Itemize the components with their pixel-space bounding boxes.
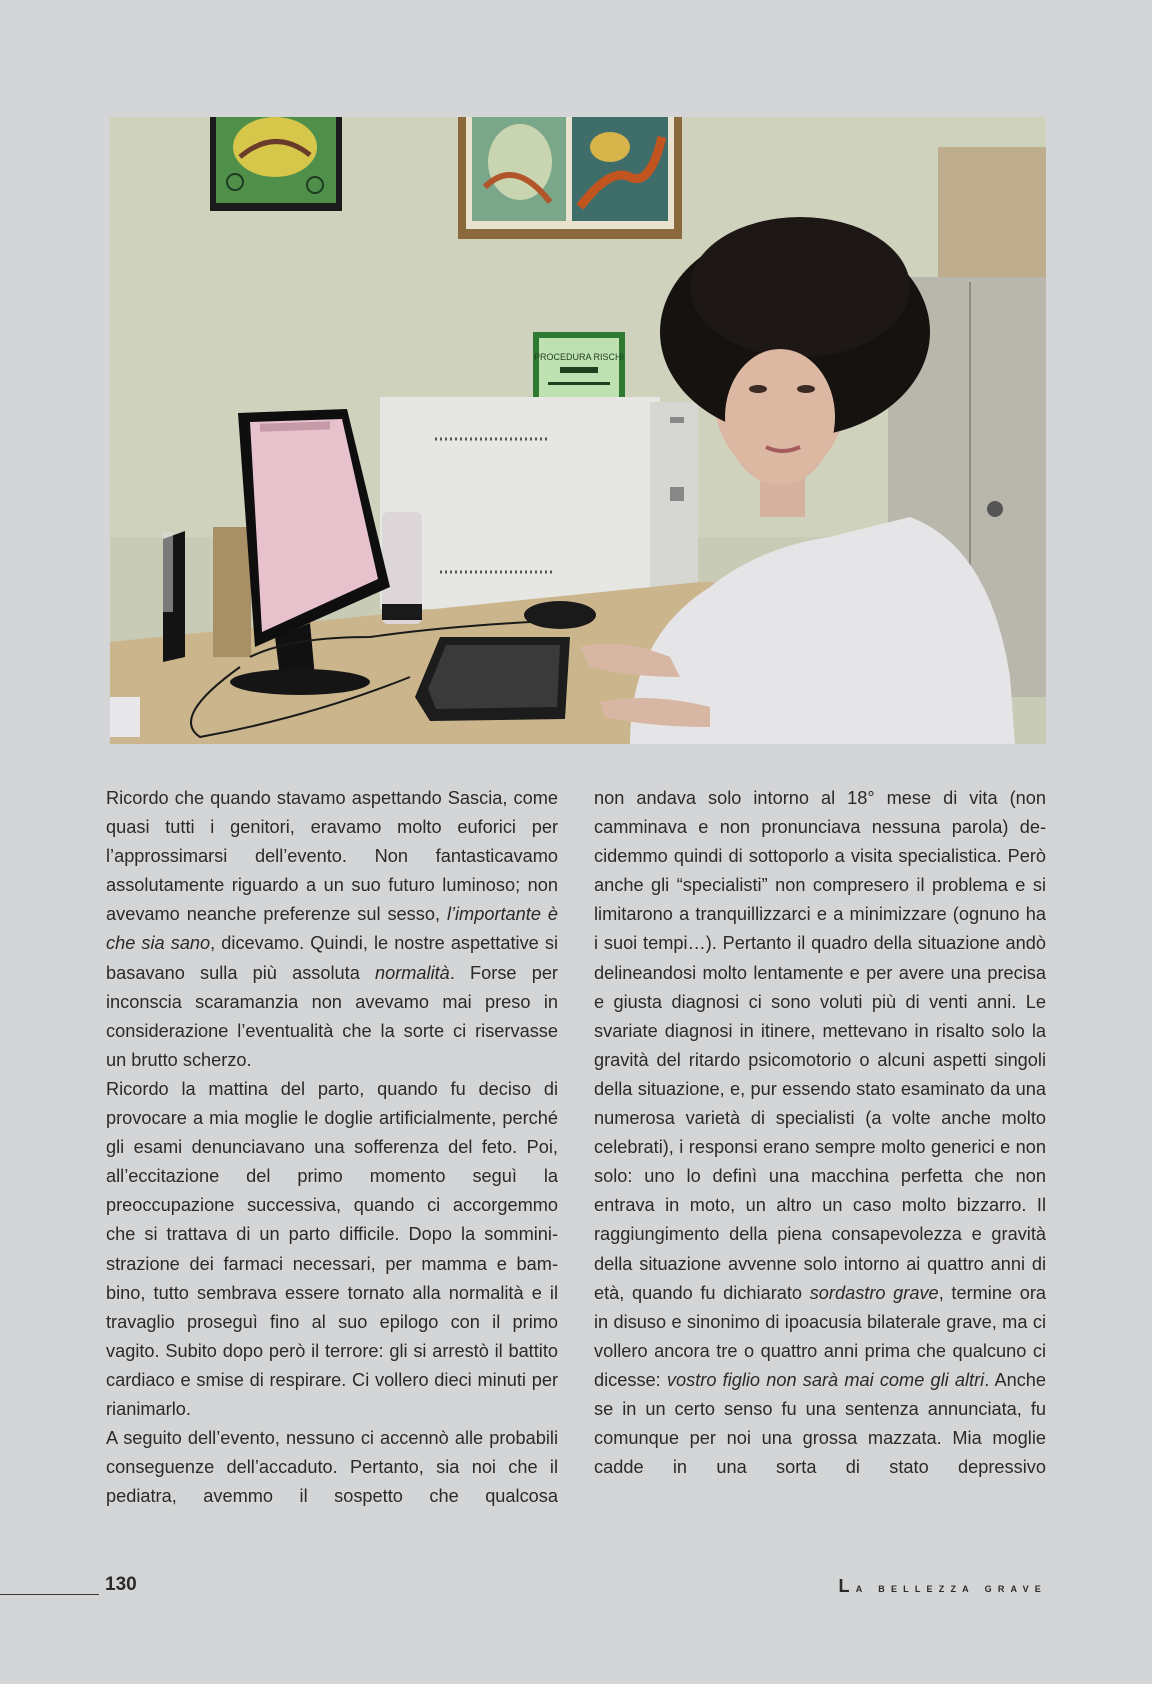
italic-phrase: l’importante è che sia sano	[106, 904, 558, 954]
painting-icon	[210, 117, 342, 211]
text-column-left	[106, 784, 558, 1511]
speaker-icon	[163, 531, 185, 662]
paragraph: non andava solo intorno al 18° mese di vita (non camminava e non pronunciava nessuna parola) decidemmo quindi di sottoporlo a visita specialistica. Però anche gli “specialisti” non compresero il problema e si limitarono a tranquillizzarci e a minimizzare (ognuno ha i suoi tempi…). Pertanto il quadro della situazione andò delineandosi molto lentamente e per avere una precisa e giusta diagnosi ci sono voluti più di venti anni. Le svariate diagnosi in itinere, mettevano in risalto solo la gravità del ritardo psicomotorio o alcuni aspetti singoli della situazione, e, pur essendo stato esaminato da una numerosa varietà di specialisti (a volte anche molto celebrati), i responsi erano sempre molto generici e non solo: uno lo definì una macchina perfetta che non entrava in moto, un altro un caso molto bizzarro. Il raggiungimento della piena consapevolezza e gravità della situazione avvenne solo intorno ai quattro anni di età, quando fu dichiarato sordastro grave, termine ora in disuso e sinonimo di ipoacusia bilaterale grave, ma ci vollero ancora tre o quattro anni prima che qualcuno ci dicesse: vostro figlio non sarà mai come gli altri. Anche se in un certo senso fu una sentenza annunciata, fu comunque per noi una grossa mazzata. Mia moglie cadde in una sorta di stato depressivo	[594, 788, 1047, 1478]
paragraph: Ricordo la mattina del parto, quando fu deciso di provocare a mia moglie le doglie artificialmente, perché gli esami denunciavano una sofferenza del feto. Poi, all’eccitazione del primo momento seguì la preoccupazione successiva, quando ci accorgemmo che si trattava di un parto difficile. Dopo la somministrazione dei farmaci necessari, per mamma e bambino, tutto sembrava essere tornato alla normalità e il travaglio proseguì fino al suo epilogo con il primo vagito. Subito dopo però il terrore: gli si arrestò il battito cardiaco e smise di respirare. Ci vollero dieci minuti per rianimarlo.	[106, 1078, 558, 1419]
photo-illustration	[110, 117, 1046, 744]
paragraph: Ricordo che quando stavamo aspettando Sascia, come quasi tutti i genitori, eravamo molto euforici per l’approssimarsi dell’evento. Non fantasticavamo assolutamente riguardo a un suo futuro luminoso; non avevamo neanche preferenze sul sesso, l’importante è che sia sano, dicevamo. Quindi, le nostre aspettative si basavano sulla più assoluta normalità. Forse per inconscia scaramanzia non avevamo mai preso in considerazione l’eventualità che la sorte ci riservasse un brutto scherzo.	[106, 788, 558, 1070]
painting-icon	[458, 117, 682, 239]
mouse-icon	[524, 601, 596, 629]
text-column-right	[594, 784, 1046, 1482]
keyboard-icon	[415, 637, 570, 721]
paragraph: A seguito dell’evento, nessuno ci accennò alle probabili conseguenze dell’accaduto. Pertanto, sia noi che il pediatra, avemmo il sospetto che qualcosa	[106, 1428, 558, 1507]
footer-rule	[0, 1594, 99, 1595]
italic-phrase: normalità	[375, 962, 450, 983]
italic-phrase: sordastro grave	[809, 1282, 939, 1303]
pc-tower-icon	[380, 397, 698, 609]
photo	[110, 117, 1046, 744]
sign	[533, 332, 625, 404]
cabinet-upper	[938, 147, 1046, 282]
chair	[213, 527, 251, 657]
page-number: 130	[105, 1574, 137, 1595]
sign-text: PROCEDURA RISCHI	[533, 352, 625, 362]
italic-phrase: vostro figlio non sarà mai come gli altri	[666, 1369, 985, 1390]
speaker-icon	[382, 512, 422, 624]
running-title: La bellezza grave	[838, 1576, 1047, 1596]
